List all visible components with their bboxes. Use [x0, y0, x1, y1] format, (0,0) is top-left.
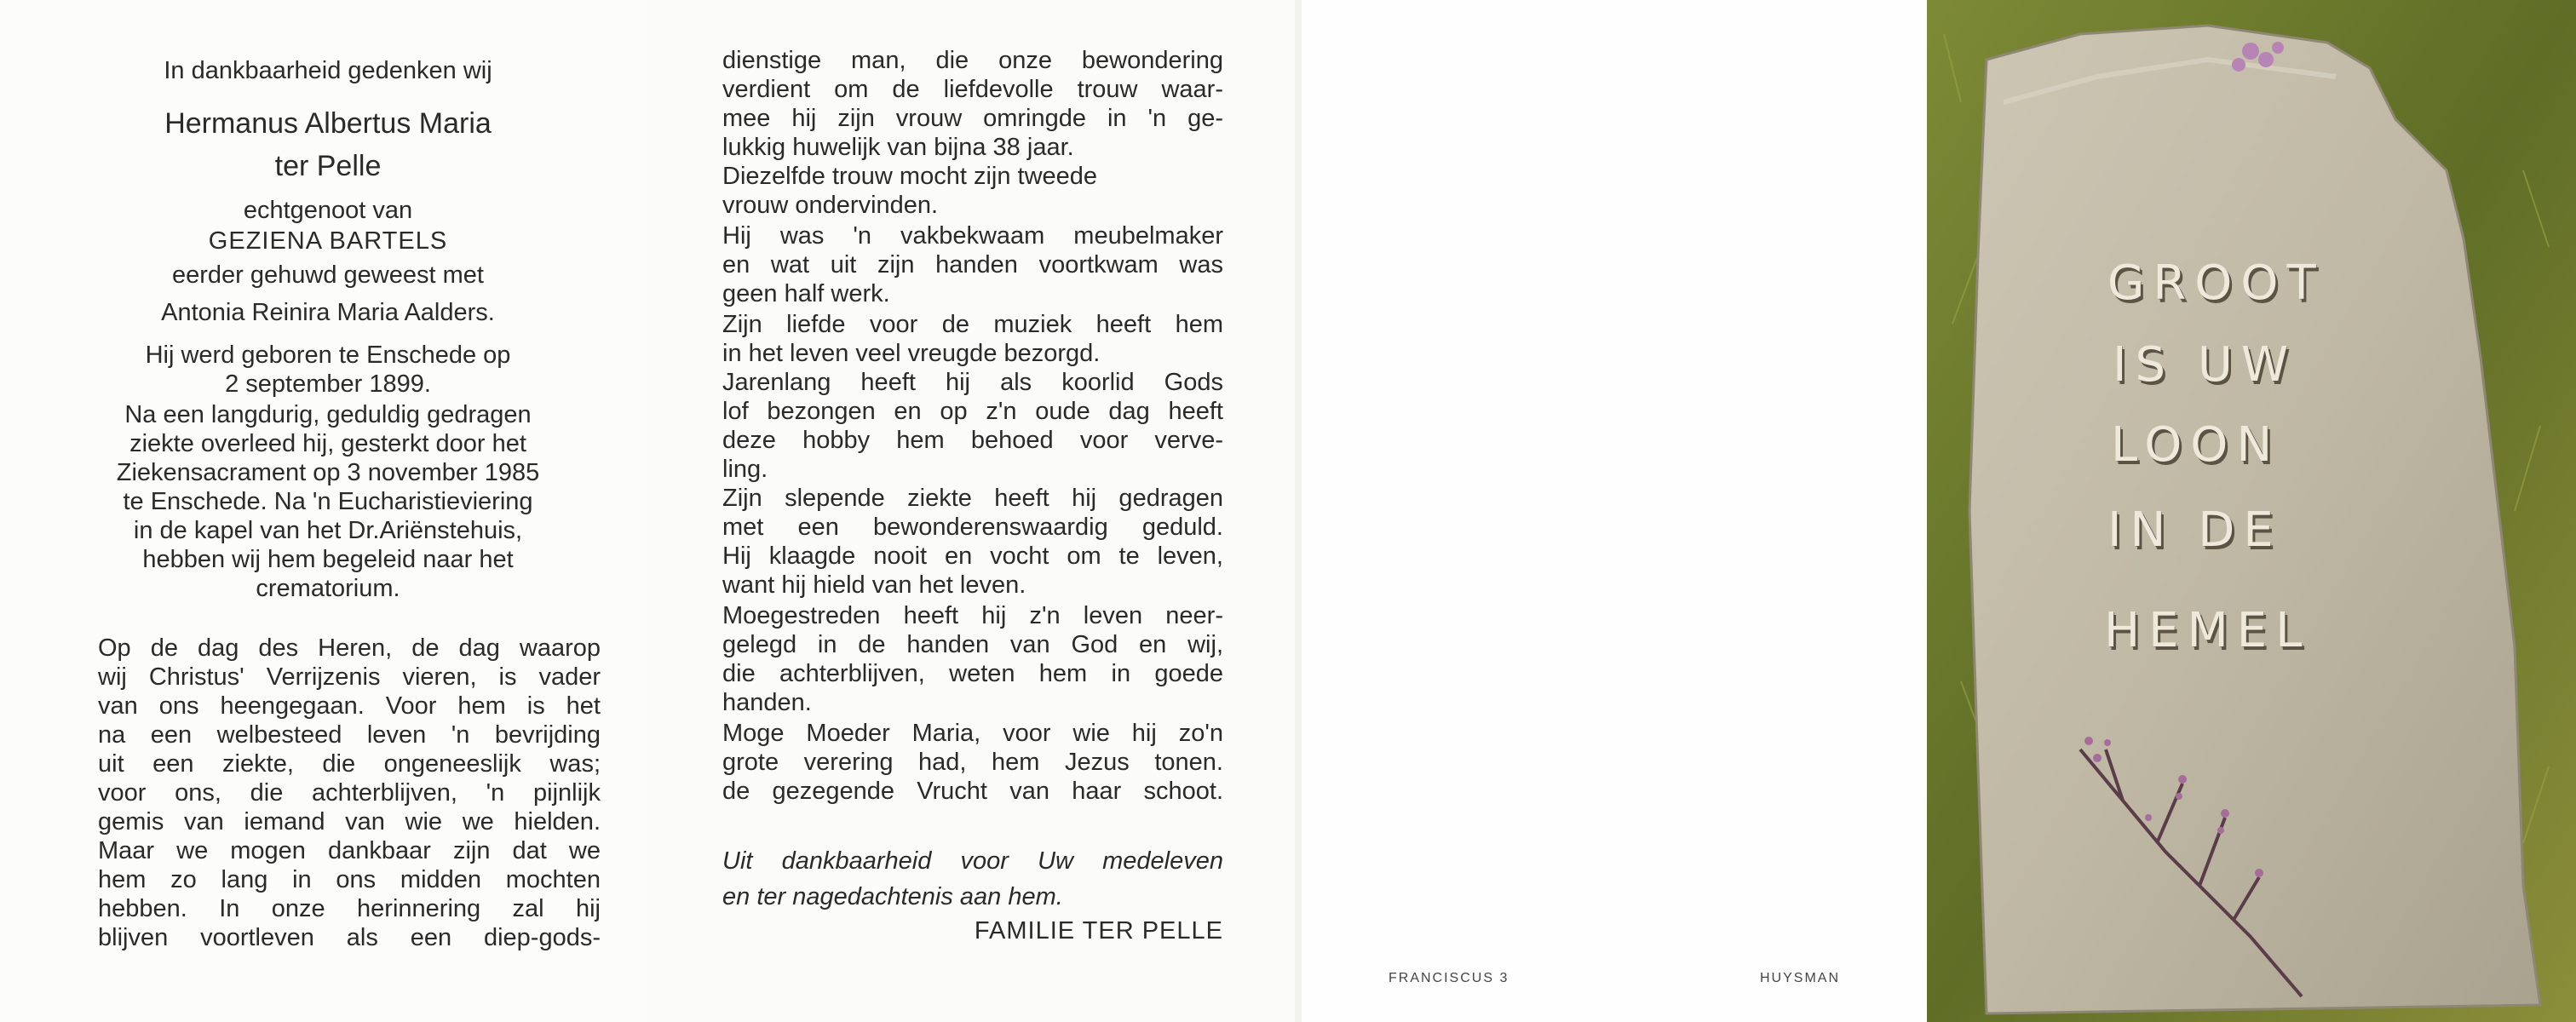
paragraph-line: verdient om de liefdevolle trouw waar- — [722, 76, 1223, 103]
paragraph-line: Hij was 'n vakbekwaam meubelmaker — [722, 222, 1223, 250]
paragraph-line: hem zo lang in ons midden mochten — [98, 866, 601, 893]
previous-spouse-name: Antonia Reinira Maria Aalders. — [161, 299, 495, 326]
paragraph-line: na een welbesteed leven 'n bevrijding — [98, 721, 601, 749]
paragraph-line: wij Christus' Verrijzenis vieren, is vader — [98, 663, 601, 691]
paragraph-line: uit een ziekte, die ongeneeslijk was; — [98, 750, 601, 778]
series-label: FRANCISCUS 3 — [1389, 971, 1509, 985]
spouse-name: GEZIENA BARTELS — [208, 227, 448, 255]
paragraph-line: gemis van iemand van wie we hielden. — [98, 808, 601, 835]
death-line: te Enschede. Na 'n Eucharistieviering — [123, 488, 533, 515]
paragraph-line: hebben. In onze herinnering zal hij — [98, 895, 601, 922]
paragraph-line: Diezelfde trouw mocht zijn tweede — [722, 163, 1098, 190]
inscription-line: IN DE — [2107, 502, 2282, 558]
paragraph-line: Op de dag des Heren, de dag waarop — [98, 634, 601, 662]
paragraph-line: gelegd in de handen van God en wij, — [722, 631, 1223, 658]
paragraph-line: grote verering had, hem Jezus tonen. — [722, 749, 1223, 776]
death-line: in de kapel van het Dr.Ariënstehuis, — [133, 517, 523, 544]
paragraph-line: lukkig huwelijk van bijna 38 jaar. — [722, 134, 1074, 161]
paragraph-line: ling. — [722, 456, 768, 483]
paragraph-line: die achterblijven, weten hem in goede — [722, 660, 1223, 687]
left-text-page — [0, 0, 647, 1022]
closing-line2: en ter nagedachtenis aan hem. — [722, 883, 1063, 910]
death-line: hebben wij hem begeleid naar het — [142, 546, 514, 573]
back-page — [1302, 0, 1927, 1022]
right-text-page — [647, 0, 1295, 1022]
paragraph-line: Maar we mogen dankbaar zijn dat we — [98, 837, 601, 864]
paragraph-line: deze hobby hem behoed voor verve- — [722, 427, 1223, 454]
previous-marriage-line: eerder gehuwd geweest met — [172, 261, 484, 289]
paragraph-line: met een bewonderenswaardig geduld. — [722, 514, 1223, 541]
death-line: Ziekensacrament op 3 november 1985 — [116, 459, 540, 486]
stone-inscription — [2104, 256, 2380, 698]
paragraph-line: de gezegende Vrucht van haar schoot. — [722, 778, 1223, 805]
paragraph-line: mee hij zijn vrouw omringde in 'n ge- — [722, 105, 1223, 132]
paragraph-line: en wat uit zijn handen voortkwam was — [722, 251, 1223, 278]
paragraph-line: Moegestreden heeft hij z'n leven neer- — [722, 602, 1223, 629]
birth-line2: 2 september 1899. — [225, 370, 431, 398]
paragraph-line: Zijn slepende ziekte heeft hij gedragen — [722, 485, 1223, 512]
inscription-line: HEMEL — [2104, 603, 2311, 658]
paragraph-line: dienstige man, die onze bewondering — [722, 47, 1223, 74]
card-fold — [1295, 0, 1302, 1022]
inscription-line: LOON — [2111, 417, 2281, 473]
paragraph-line: voor ons, die achterblijven, 'n pijnlijk — [98, 779, 601, 807]
closing-line1: Uit dankbaarheid voor Uw medeleven — [722, 847, 1223, 875]
death-line: ziekte overleed hij, gesterkt door het — [129, 430, 526, 457]
memorial-stone-photo — [1927, 0, 2576, 1022]
paragraph-line: lof bezongen en op z'n oude dag heeft — [722, 398, 1223, 425]
paragraph-line: handen. — [722, 689, 812, 716]
paragraph-line: blijven voortleven als een diep-gods- — [98, 924, 601, 951]
paragraph-line: want hij hield van het leven. — [722, 571, 1026, 599]
paragraph-line: in het leven veel vreugde bezorgd. — [722, 340, 1101, 367]
publisher-label: HUYSMAN — [1760, 971, 1841, 985]
death-line: crematorium. — [256, 575, 400, 602]
deceased-name-line1: Hermanus Albertus Maria — [164, 107, 492, 140]
death-line: Na een langdurig, geduldig gedragen — [124, 401, 532, 428]
paragraph-line: van ons heengegaan. Voor hem is het — [98, 692, 601, 720]
paragraph-line: Jarenlang heeft hij als koorlid Gods — [722, 369, 1223, 396]
paragraph-line: geen half werk. — [722, 280, 890, 307]
paragraph-line: Moge Moeder Maria, voor wie hij zo'n — [722, 720, 1223, 747]
birth-line1: Hij werd geboren te Enschede op — [145, 342, 511, 369]
deceased-name-line2: ter Pelle — [274, 150, 382, 182]
family-signature: FAMILIE TER PELLE — [974, 917, 1223, 944]
intro-line: In dankbaarheid gedenken wij — [164, 57, 492, 84]
inscription-line: GROOT — [2107, 256, 2325, 311]
spouse-intro: echtgenoot van — [243, 197, 413, 224]
paragraph-line: vrouw ondervinden. — [722, 192, 939, 219]
paragraph-line: Zijn liefde voor de muziek heeft hem — [722, 311, 1223, 338]
paragraph-line: Hij klaagde nooit en vocht om te leven, — [722, 543, 1223, 570]
inscription-line: IS UW — [2113, 337, 2297, 393]
